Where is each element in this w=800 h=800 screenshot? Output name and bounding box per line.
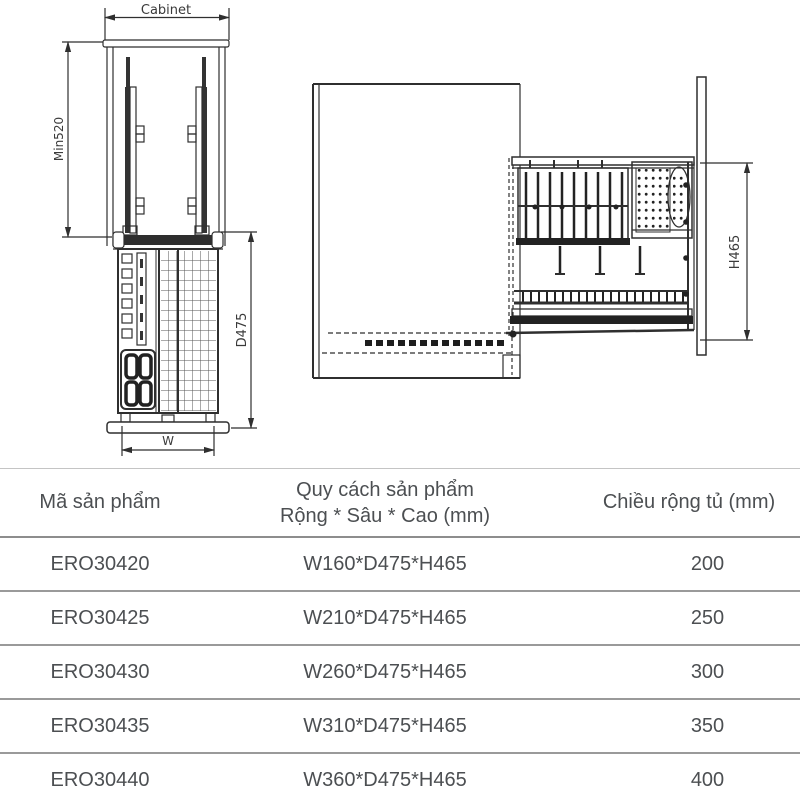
- cabinet-top-panel: [103, 40, 229, 47]
- cabinet-width-cell: 400: [690, 768, 725, 791]
- spec-table: [0, 468, 800, 800]
- knife-rack: [516, 160, 630, 245]
- pullout-basket-side-view: [506, 157, 694, 338]
- product-code-cell: ERO30435: [50, 714, 150, 737]
- product-code-cell: ERO30440: [50, 768, 150, 791]
- table-row: [0, 592, 800, 646]
- spec-cell: W210*D475*H465: [303, 606, 467, 629]
- bottle-holder: [121, 350, 155, 409]
- basket-depth-label: D475: [235, 312, 250, 348]
- cabinet-width-cell: 250: [690, 606, 725, 629]
- cabinet-width-cell: 200: [690, 552, 725, 575]
- header-spec-line1: Quy cách sản phẩm: [296, 478, 474, 501]
- right-slide-rail: [188, 57, 209, 235]
- door-panel: [697, 77, 706, 355]
- pullout-basket-plan-view: [107, 232, 229, 433]
- cabinet-side-view: [313, 84, 520, 378]
- spec-cell: W160*D475*H465: [303, 552, 467, 575]
- table-row: [0, 538, 800, 592]
- spec-cell: W310*D475*H465: [303, 714, 467, 737]
- header-spec: [220, 477, 550, 529]
- spec-cell: W360*D475*H465: [303, 768, 467, 791]
- cabinet-width-cell: 300: [690, 660, 725, 683]
- table-row: [0, 646, 800, 700]
- header-spec-line2: Rộng * Sâu * Cao (mm): [279, 504, 491, 527]
- product-code-cell: ERO30425: [50, 606, 150, 629]
- header-product-code: Mã sản phẩm: [39, 491, 161, 513]
- basket-width-label: W: [162, 434, 174, 448]
- spec-cell: W260*D475*H465: [303, 660, 467, 683]
- min-height-label: Min520: [52, 116, 66, 162]
- bottom-tray: [506, 309, 694, 338]
- cabinet-dimension-label: Cabinet: [140, 3, 192, 18]
- side-view-diagram: [313, 77, 753, 378]
- basket-height-label: H465: [728, 234, 743, 270]
- product-code-cell: ERO30430: [50, 660, 150, 683]
- cabinet-width-cell: 350: [690, 714, 725, 737]
- table-header-row: [0, 469, 800, 538]
- basket-height-dimension: [700, 163, 753, 340]
- left-slide-rail: [123, 57, 144, 235]
- wire-shelf: [514, 291, 688, 303]
- front-view-diagram: [52, 3, 257, 456]
- table-row: [0, 754, 800, 800]
- table-row: [0, 700, 800, 754]
- header-cabinet-width: Chiều rộng tủ (mm): [602, 491, 776, 513]
- min-height-dimension: [62, 42, 112, 237]
- utensil-bin: [632, 162, 692, 238]
- product-code-cell: ERO30420: [50, 552, 150, 575]
- base-plate: [107, 422, 229, 433]
